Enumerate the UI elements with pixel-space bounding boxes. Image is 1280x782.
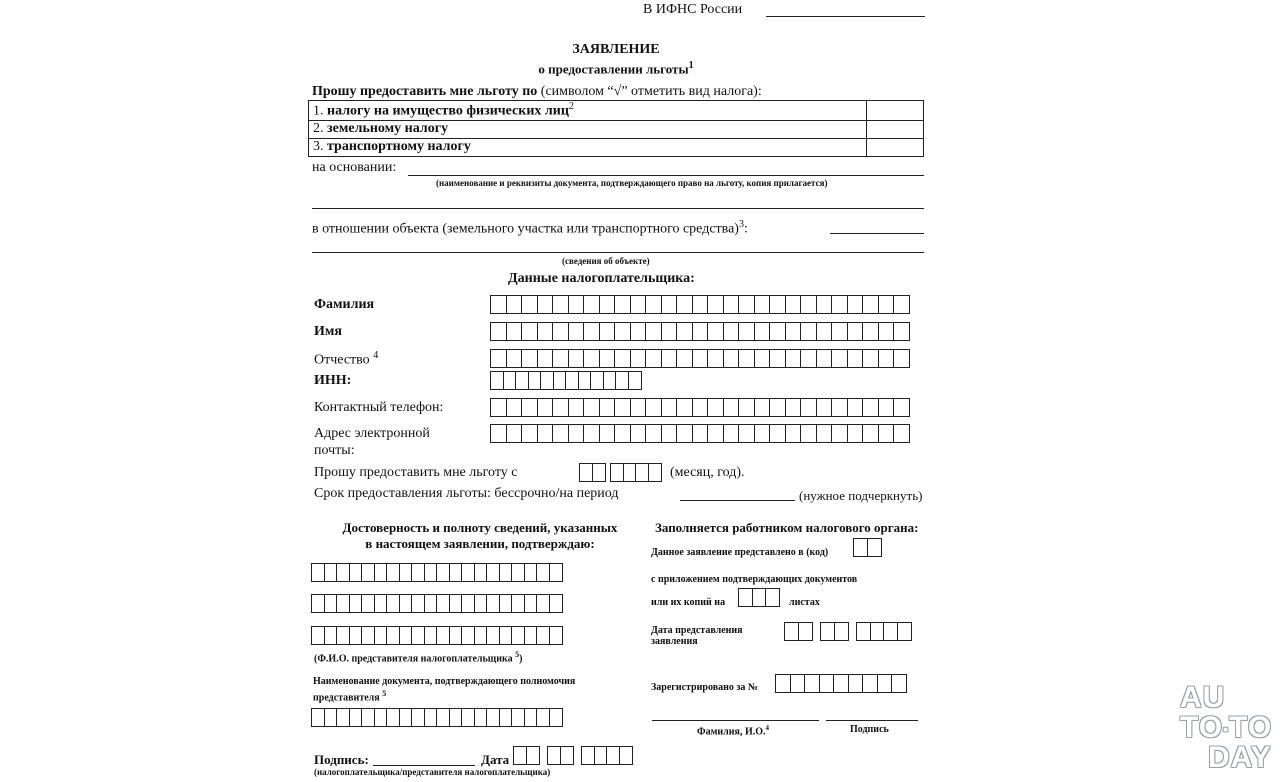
char-cell[interactable] xyxy=(723,424,740,443)
char-cell[interactable] xyxy=(769,322,786,341)
char-cell[interactable] xyxy=(661,322,678,341)
char-cell[interactable] xyxy=(552,349,569,368)
signature-line[interactable] xyxy=(373,765,475,766)
char-cell[interactable] xyxy=(831,398,848,417)
char-cell[interactable] xyxy=(754,295,771,314)
tax-option-label: 3. транспортному налогу xyxy=(309,138,867,156)
char-cell[interactable] xyxy=(490,295,507,314)
char-cell[interactable] xyxy=(878,349,895,368)
char-cell[interactable] xyxy=(800,424,817,443)
char-cell[interactable] xyxy=(661,349,678,368)
signature-date-label: Дата xyxy=(481,752,510,767)
with-docs-label: с приложением подтверждающих документов xyxy=(651,574,858,585)
submitted-code-label: Данное заявление представлено в (код) xyxy=(651,547,829,558)
char-cell[interactable] xyxy=(816,349,833,368)
phone-label: Контактный телефон: xyxy=(314,400,444,415)
char-cell[interactable] xyxy=(692,295,709,314)
char-cell[interactable] xyxy=(707,398,724,417)
char-cell[interactable] xyxy=(506,398,523,417)
char-cell[interactable] xyxy=(549,563,563,582)
char-cell[interactable] xyxy=(862,424,879,443)
char-cell[interactable] xyxy=(769,349,786,368)
char-cell[interactable] xyxy=(878,322,895,341)
tax-option-row xyxy=(309,138,924,156)
watermark-line-2: TO•TO xyxy=(1180,711,1273,744)
char-cell[interactable] xyxy=(614,295,631,314)
char-cell[interactable] xyxy=(521,295,538,314)
char-cell[interactable] xyxy=(661,424,678,443)
char-cell[interactable] xyxy=(568,349,585,368)
char-cell[interactable] xyxy=(676,295,693,314)
char-cell[interactable] xyxy=(506,295,523,314)
object-line-2[interactable] xyxy=(312,252,924,253)
char-cell[interactable] xyxy=(568,424,585,443)
tax-option-label: 2. земельному налогу xyxy=(309,120,867,138)
char-cell[interactable] xyxy=(769,295,786,314)
char-cell[interactable] xyxy=(847,349,864,368)
char-cell[interactable] xyxy=(521,424,538,443)
char-cell[interactable] xyxy=(549,594,563,613)
char-cell[interactable] xyxy=(599,349,616,368)
char-cell[interactable] xyxy=(614,349,631,368)
char-cell[interactable] xyxy=(862,349,879,368)
char-cell[interactable] xyxy=(630,398,647,417)
signature-day-input[interactable] xyxy=(513,746,538,765)
char-cell[interactable] xyxy=(592,463,606,482)
char-cell[interactable] xyxy=(628,371,642,390)
representative-name-input[interactable] xyxy=(311,563,561,582)
char-cell[interactable] xyxy=(560,746,574,765)
char-cell[interactable] xyxy=(645,295,662,314)
char-cell[interactable] xyxy=(676,424,693,443)
char-cell[interactable] xyxy=(847,424,864,443)
char-cell[interactable] xyxy=(785,295,802,314)
surname-label: Фамилия xyxy=(314,297,375,312)
char-cell[interactable] xyxy=(630,349,647,368)
char-cell[interactable] xyxy=(692,349,709,368)
char-cell[interactable] xyxy=(537,295,554,314)
ifns-label: В ИФНС России xyxy=(643,2,743,17)
inn-label: ИНН: xyxy=(314,373,352,388)
char-cell[interactable] xyxy=(645,398,662,417)
char-cell[interactable] xyxy=(645,322,662,341)
char-cell[interactable] xyxy=(552,322,569,341)
char-cell[interactable] xyxy=(521,349,538,368)
subtitle-text: о предоставлении льготы xyxy=(538,61,689,77)
char-cell[interactable] xyxy=(614,322,631,341)
rep-doc-label: Наименование документа, подтверждающего полномочия xyxy=(313,676,576,687)
watermark-line-1: AU xyxy=(1180,681,1226,714)
tax-option-checkbox[interactable] xyxy=(867,120,924,138)
char-cell[interactable] xyxy=(862,398,879,417)
char-cell[interactable] xyxy=(707,295,724,314)
phone-input[interactable] xyxy=(490,398,909,417)
submit-month-input[interactable] xyxy=(820,622,847,641)
official-name-label: Фамилия, И.О.$^4$ xyxy=(697,724,770,738)
char-cell[interactable] xyxy=(800,322,817,341)
char-cell[interactable] xyxy=(769,424,786,443)
char-cell[interactable] xyxy=(754,398,771,417)
char-cell[interactable] xyxy=(738,424,755,443)
char-cell[interactable] xyxy=(630,295,647,314)
object-label: в отношении объекта (земельного участка или транспортного средства)$^3$: xyxy=(312,219,748,237)
char-cell[interactable] xyxy=(738,349,755,368)
request-suffix: (символом “√” отметить вид налога): xyxy=(540,84,762,99)
copies-label: или их копий на xyxy=(651,597,726,608)
watermark-line-3: DAY xyxy=(1208,741,1272,774)
submit-year-input[interactable] xyxy=(856,622,910,641)
char-cell[interactable] xyxy=(521,398,538,417)
char-cell[interactable] xyxy=(785,398,802,417)
char-cell[interactable] xyxy=(847,398,864,417)
representative-name-input-3[interactable] xyxy=(311,626,561,645)
char-cell[interactable] xyxy=(648,463,662,482)
patronymic-input[interactable] xyxy=(490,349,909,368)
char-cell[interactable] xyxy=(785,424,802,443)
char-cell[interactable] xyxy=(765,588,780,607)
ifns-line[interactable] xyxy=(766,16,925,17)
char-cell[interactable] xyxy=(537,398,554,417)
char-cell[interactable] xyxy=(583,398,600,417)
char-cell[interactable] xyxy=(521,322,538,341)
signature-month-input[interactable] xyxy=(547,746,572,765)
char-cell[interactable] xyxy=(816,398,833,417)
char-cell[interactable] xyxy=(738,398,755,417)
benefit-start-label: Прошу предоставить мне льготу с xyxy=(314,465,518,480)
char-cell[interactable] xyxy=(867,538,882,557)
char-cell[interactable] xyxy=(490,322,507,341)
char-cell[interactable] xyxy=(692,398,709,417)
char-cell[interactable] xyxy=(893,295,910,314)
signature-hint: (налогоплательщика/представителя налогоплательщика) xyxy=(314,767,551,777)
basis-label: на основании: xyxy=(312,160,397,175)
char-cell[interactable] xyxy=(785,322,802,341)
char-cell[interactable] xyxy=(549,708,563,727)
benefit-month-input[interactable] xyxy=(579,463,604,482)
char-cell[interactable] xyxy=(893,322,910,341)
char-cell[interactable] xyxy=(583,424,600,443)
request-line xyxy=(312,84,762,100)
char-cell[interactable] xyxy=(490,424,507,443)
char-cell[interactable] xyxy=(676,349,693,368)
benefit-year-input[interactable] xyxy=(610,463,660,482)
char-cell[interactable] xyxy=(630,424,647,443)
char-cell[interactable] xyxy=(526,746,540,765)
char-cell[interactable] xyxy=(723,295,740,314)
request-prefix: Прошу предоставить мне льготу по xyxy=(312,84,538,99)
char-cell[interactable] xyxy=(816,295,833,314)
registration-number-input[interactable] xyxy=(775,674,906,693)
char-cell[interactable] xyxy=(630,322,647,341)
char-cell[interactable] xyxy=(834,622,849,641)
object-hint: (сведения об объекте) xyxy=(562,256,650,266)
submit-date-label-2: заявления xyxy=(651,636,698,647)
char-cell[interactable] xyxy=(661,398,678,417)
official-signature-label: Подпись xyxy=(850,724,889,735)
char-cell[interactable] xyxy=(490,398,507,417)
char-cell[interactable] xyxy=(692,322,709,341)
char-cell[interactable] xyxy=(891,674,907,693)
email-input[interactable] xyxy=(490,424,909,443)
sheets-label: листах xyxy=(789,597,820,608)
surname-input[interactable] xyxy=(490,295,909,314)
char-cell[interactable] xyxy=(506,424,523,443)
char-cell[interactable] xyxy=(738,322,755,341)
char-cell[interactable] xyxy=(831,424,848,443)
official-name-line[interactable] xyxy=(652,720,819,721)
char-cell[interactable] xyxy=(568,398,585,417)
char-cell[interactable] xyxy=(645,349,662,368)
char-cell[interactable] xyxy=(754,349,771,368)
char-cell[interactable] xyxy=(506,322,523,341)
representative-hint: (Ф.И.О. представителя налогоплательщика $^5$) xyxy=(314,650,523,665)
submit-date-label: Дата представления xyxy=(651,625,743,636)
char-cell[interactable] xyxy=(754,424,771,443)
tax-type-table xyxy=(308,100,924,157)
form-title: ЗАЯВЛЕНИЕ xyxy=(572,42,660,57)
char-cell[interactable] xyxy=(862,322,879,341)
char-cell[interactable] xyxy=(723,398,740,417)
name-label: Имя xyxy=(314,324,342,339)
tax-option-row xyxy=(309,101,924,121)
char-cell[interactable] xyxy=(692,424,709,443)
taxpayer-heading: Данные налогоплательщика: xyxy=(508,271,695,286)
char-cell[interactable] xyxy=(599,398,616,417)
char-cell[interactable] xyxy=(831,295,848,314)
inn-input[interactable] xyxy=(490,371,640,390)
tax-option-label: 1. налогу на имущество физических лиц$^2$ xyxy=(309,101,867,121)
char-cell[interactable] xyxy=(599,295,616,314)
char-cell[interactable] xyxy=(619,746,633,765)
tax-option-row xyxy=(309,120,924,138)
email-label: Адрес электронной xyxy=(314,426,430,441)
char-cell[interactable] xyxy=(549,626,563,645)
char-cell[interactable] xyxy=(707,322,724,341)
submitted-code-input[interactable] xyxy=(853,538,880,557)
watermark-logo xyxy=(1180,683,1272,773)
char-cell[interactable] xyxy=(506,349,523,368)
char-cell[interactable] xyxy=(878,295,895,314)
char-cell[interactable] xyxy=(568,295,585,314)
tax-option-checkbox[interactable] xyxy=(867,138,924,156)
char-cell[interactable] xyxy=(676,398,693,417)
rep-doc-input[interactable] xyxy=(311,708,561,727)
form-subtitle xyxy=(0,60,1232,77)
submit-day-input[interactable] xyxy=(784,622,811,641)
char-cell[interactable] xyxy=(552,295,569,314)
registered-label: Зарегистрировано за № xyxy=(651,682,758,693)
subtitle-footnote: 1 xyxy=(688,60,694,71)
benefit-period-hint: (нужное подчеркнуть) xyxy=(799,488,923,503)
char-cell[interactable] xyxy=(568,322,585,341)
basis-line-2[interactable] xyxy=(312,208,924,209)
char-cell[interactable] xyxy=(893,424,910,443)
email-label-2: почты: xyxy=(314,443,355,458)
benefit-period-label: Срок предоставления льготы: бессрочно/на период xyxy=(314,486,619,501)
basis-line[interactable] xyxy=(408,175,924,176)
char-cell[interactable] xyxy=(614,398,631,417)
char-cell[interactable] xyxy=(599,424,616,443)
char-cell[interactable] xyxy=(552,424,569,443)
char-cell[interactable] xyxy=(707,424,724,443)
char-cell[interactable] xyxy=(816,424,833,443)
char-cell[interactable] xyxy=(878,398,895,417)
char-cell[interactable] xyxy=(676,322,693,341)
char-cell[interactable] xyxy=(614,424,631,443)
benefit-start-hint: (месяц, год). xyxy=(670,465,745,480)
char-cell[interactable] xyxy=(599,322,616,341)
char-cell[interactable] xyxy=(707,349,724,368)
char-cell[interactable] xyxy=(800,295,817,314)
char-cell[interactable] xyxy=(754,322,771,341)
char-cell[interactable] xyxy=(893,398,910,417)
char-cell[interactable] xyxy=(738,295,755,314)
signature-label: Подпись: xyxy=(314,752,369,767)
patronymic-label: Отчество $^4$ xyxy=(314,350,379,368)
char-cell[interactable] xyxy=(800,349,817,368)
char-cell[interactable] xyxy=(878,424,895,443)
char-cell[interactable] xyxy=(769,398,786,417)
tax-option-checkbox[interactable] xyxy=(867,101,924,121)
char-cell[interactable] xyxy=(583,349,600,368)
name-input[interactable] xyxy=(490,322,909,341)
char-cell[interactable] xyxy=(723,322,740,341)
confirm-heading: Достоверность и полноту сведений, указанных xyxy=(342,520,618,535)
char-cell[interactable] xyxy=(661,295,678,314)
char-cell[interactable] xyxy=(897,622,912,641)
char-cell[interactable] xyxy=(893,349,910,368)
official-heading: Заполняется работником налогового органа: xyxy=(655,520,919,535)
confirm-heading-2: в настоящем заявлении, подтверждаю: xyxy=(365,536,595,551)
rep-doc-label-2: представителя $^5$ xyxy=(313,689,387,704)
char-cell[interactable] xyxy=(645,424,662,443)
char-cell[interactable] xyxy=(785,349,802,368)
char-cell[interactable] xyxy=(490,349,507,368)
char-cell[interactable] xyxy=(537,424,554,443)
basis-hint: (наименование и реквизиты документа, подтверждающего право на льготу, копия прилагается) xyxy=(436,178,828,188)
char-cell[interactable] xyxy=(537,322,554,341)
char-cell[interactable] xyxy=(800,398,817,417)
char-cell[interactable] xyxy=(831,322,848,341)
char-cell[interactable] xyxy=(816,322,833,341)
object-line[interactable] xyxy=(830,233,924,234)
char-cell[interactable] xyxy=(847,322,864,341)
char-cell[interactable] xyxy=(847,295,864,314)
char-cell[interactable] xyxy=(537,349,554,368)
char-cell[interactable] xyxy=(583,295,600,314)
signature-year-input[interactable] xyxy=(581,746,631,765)
char-cell[interactable] xyxy=(723,349,740,368)
representative-name-input-2[interactable] xyxy=(311,594,561,613)
benefit-period-line[interactable] xyxy=(680,500,795,501)
char-cell[interactable] xyxy=(862,295,879,314)
char-cell[interactable] xyxy=(552,398,569,417)
official-signature-line[interactable] xyxy=(826,720,918,721)
sheets-count-input[interactable] xyxy=(738,588,779,607)
char-cell[interactable] xyxy=(831,349,848,368)
char-cell[interactable] xyxy=(583,322,600,341)
char-cell[interactable] xyxy=(798,622,813,641)
